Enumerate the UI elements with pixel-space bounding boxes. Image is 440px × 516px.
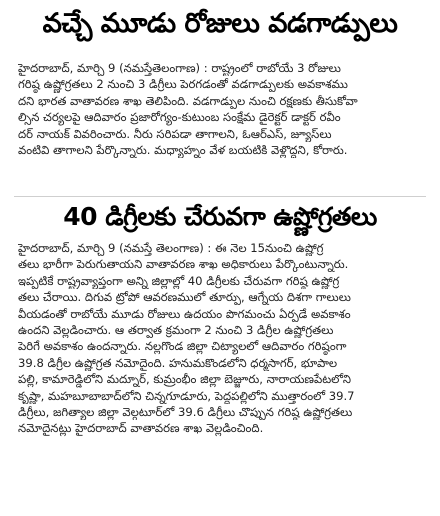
article-2-line: వీయడంతో రాబోయే మూడు రోజులు ఉదయం పొగమంచు ఏర్పడే అవకాశం (18, 306, 351, 321)
article-divider (14, 196, 426, 197)
article-1-line: వంటివి తాగాలని పేర్కొన్నారు. మధ్యాహ్నం వేళ బయటికి వెళ్లొద్దని, కోరారు. (18, 143, 348, 158)
article-2-line: డిగ్రీలు, జగిత్యాల జిల్లా వెల్గటూర్‌లో 39.6 డిగ్రీలు చొప్పున గరిష్ఠ ఉష్ణోగ్రతలు (18, 405, 353, 420)
article-1-line: దర్ నాయక్ వివరించారు. నీరు సరిపడా తాగాలని, ఓఆర్ఎస్, జ్యూస్‌లు (18, 126, 332, 141)
article-2-headline: 40 డిగ్రీలకు చేరువగా ఉష్ణోగ్రతలు (63, 202, 377, 231)
article-2-line: 39.8 డిగ్రీల ఉష్ణోగ్రత నమోదైంది. హనుమకొండలోని ధర్మసాగర్, భూపాల (18, 355, 338, 370)
article-1-body (18, 60, 424, 158)
article-1-line: ల్సిన చర్యలపై ఆదివారం ప్రజారోగ్యం-కుటుంబ సంక్షేమ డైరెక్టర్ డాక్టర్ రవీం (18, 110, 341, 125)
article-2-line: హైదరాబాద్, మార్చి 9 (నమస్తే తెలంగాణ) : ఈ నెల 15నుంచి ఉష్ణోగ్ర (18, 241, 324, 255)
article-2-line: తలు భారీగా పెరుగుతాయని వాతావరణ శాఖ అధికారులు పేర్కొంటున్నారు. (18, 257, 349, 272)
article-2-line: పల్లి, కామారెడ్డిలోని మద్నూర్, కుమ్రంభీం జిల్లా బెజ్జూరు, నారాయణపేటలోని (18, 372, 351, 387)
article-2-line: నమోదైనట్లు హైదరాబాద్ వాతావరణ శాఖ వెల్లడించింది. (18, 421, 264, 436)
article-1-line: గరిష్ఠ ఉష్ణోగ్రతలు 2 నుంచి 3 డిగ్రీలు పెరగడంతో వడగాడ్పులకు అవకాశము (18, 77, 348, 92)
article-2-line: కృష్ణా, మహబూబాబాద్‌లోని చిన్నగూడూరు, పెద్దపల్లిలోని ముత్తారంలో 39.7 (18, 388, 355, 403)
article-2-line: పెరిగే అవకాశం ఉందన్నారు. నల్లగొండ జిల్లా చిట్యాలలో ఆదివారం గరిష్ఠంగా (18, 339, 347, 354)
article-2-line: ఇప్పటికే రాష్ట్రవ్యాప్తంగా అన్ని జిల్లాల్లో 40 డిగ్రీలకు చేరువగా గరిష్ఠ ఉష్ణోగ్ర (18, 273, 340, 288)
article-2-line: తలు చేరాయి. దిగువ ట్రోపో ఆవరణములో తూర్పు, ఆగ్నేయ దిశగా గాలులు (18, 290, 351, 305)
article-2-body (18, 240, 424, 437)
article-1-line: దని భారత వాతావరణ శాఖ తెలిపింది. వడగాడ్పుల నుంచి రక్షణకు తీసుకోవా (18, 93, 358, 108)
article-2-line: ఉందని వెల్లడించారు. ఆ తర్వాత క్రమంగా 2 నుంచి 3 డిగ్రీల ఉష్ణోగ్రతలు (18, 323, 334, 338)
article-1-headline: వచ్చే మూడు రోజులు వడగాడ్పులు (42, 8, 398, 39)
article-1-line: హైదరాబాద్, మార్చి 9 (నమస్తేతెలంగాణ) : రాష్ట్రంలో రాబోయే 3 రోజులు (18, 61, 341, 75)
